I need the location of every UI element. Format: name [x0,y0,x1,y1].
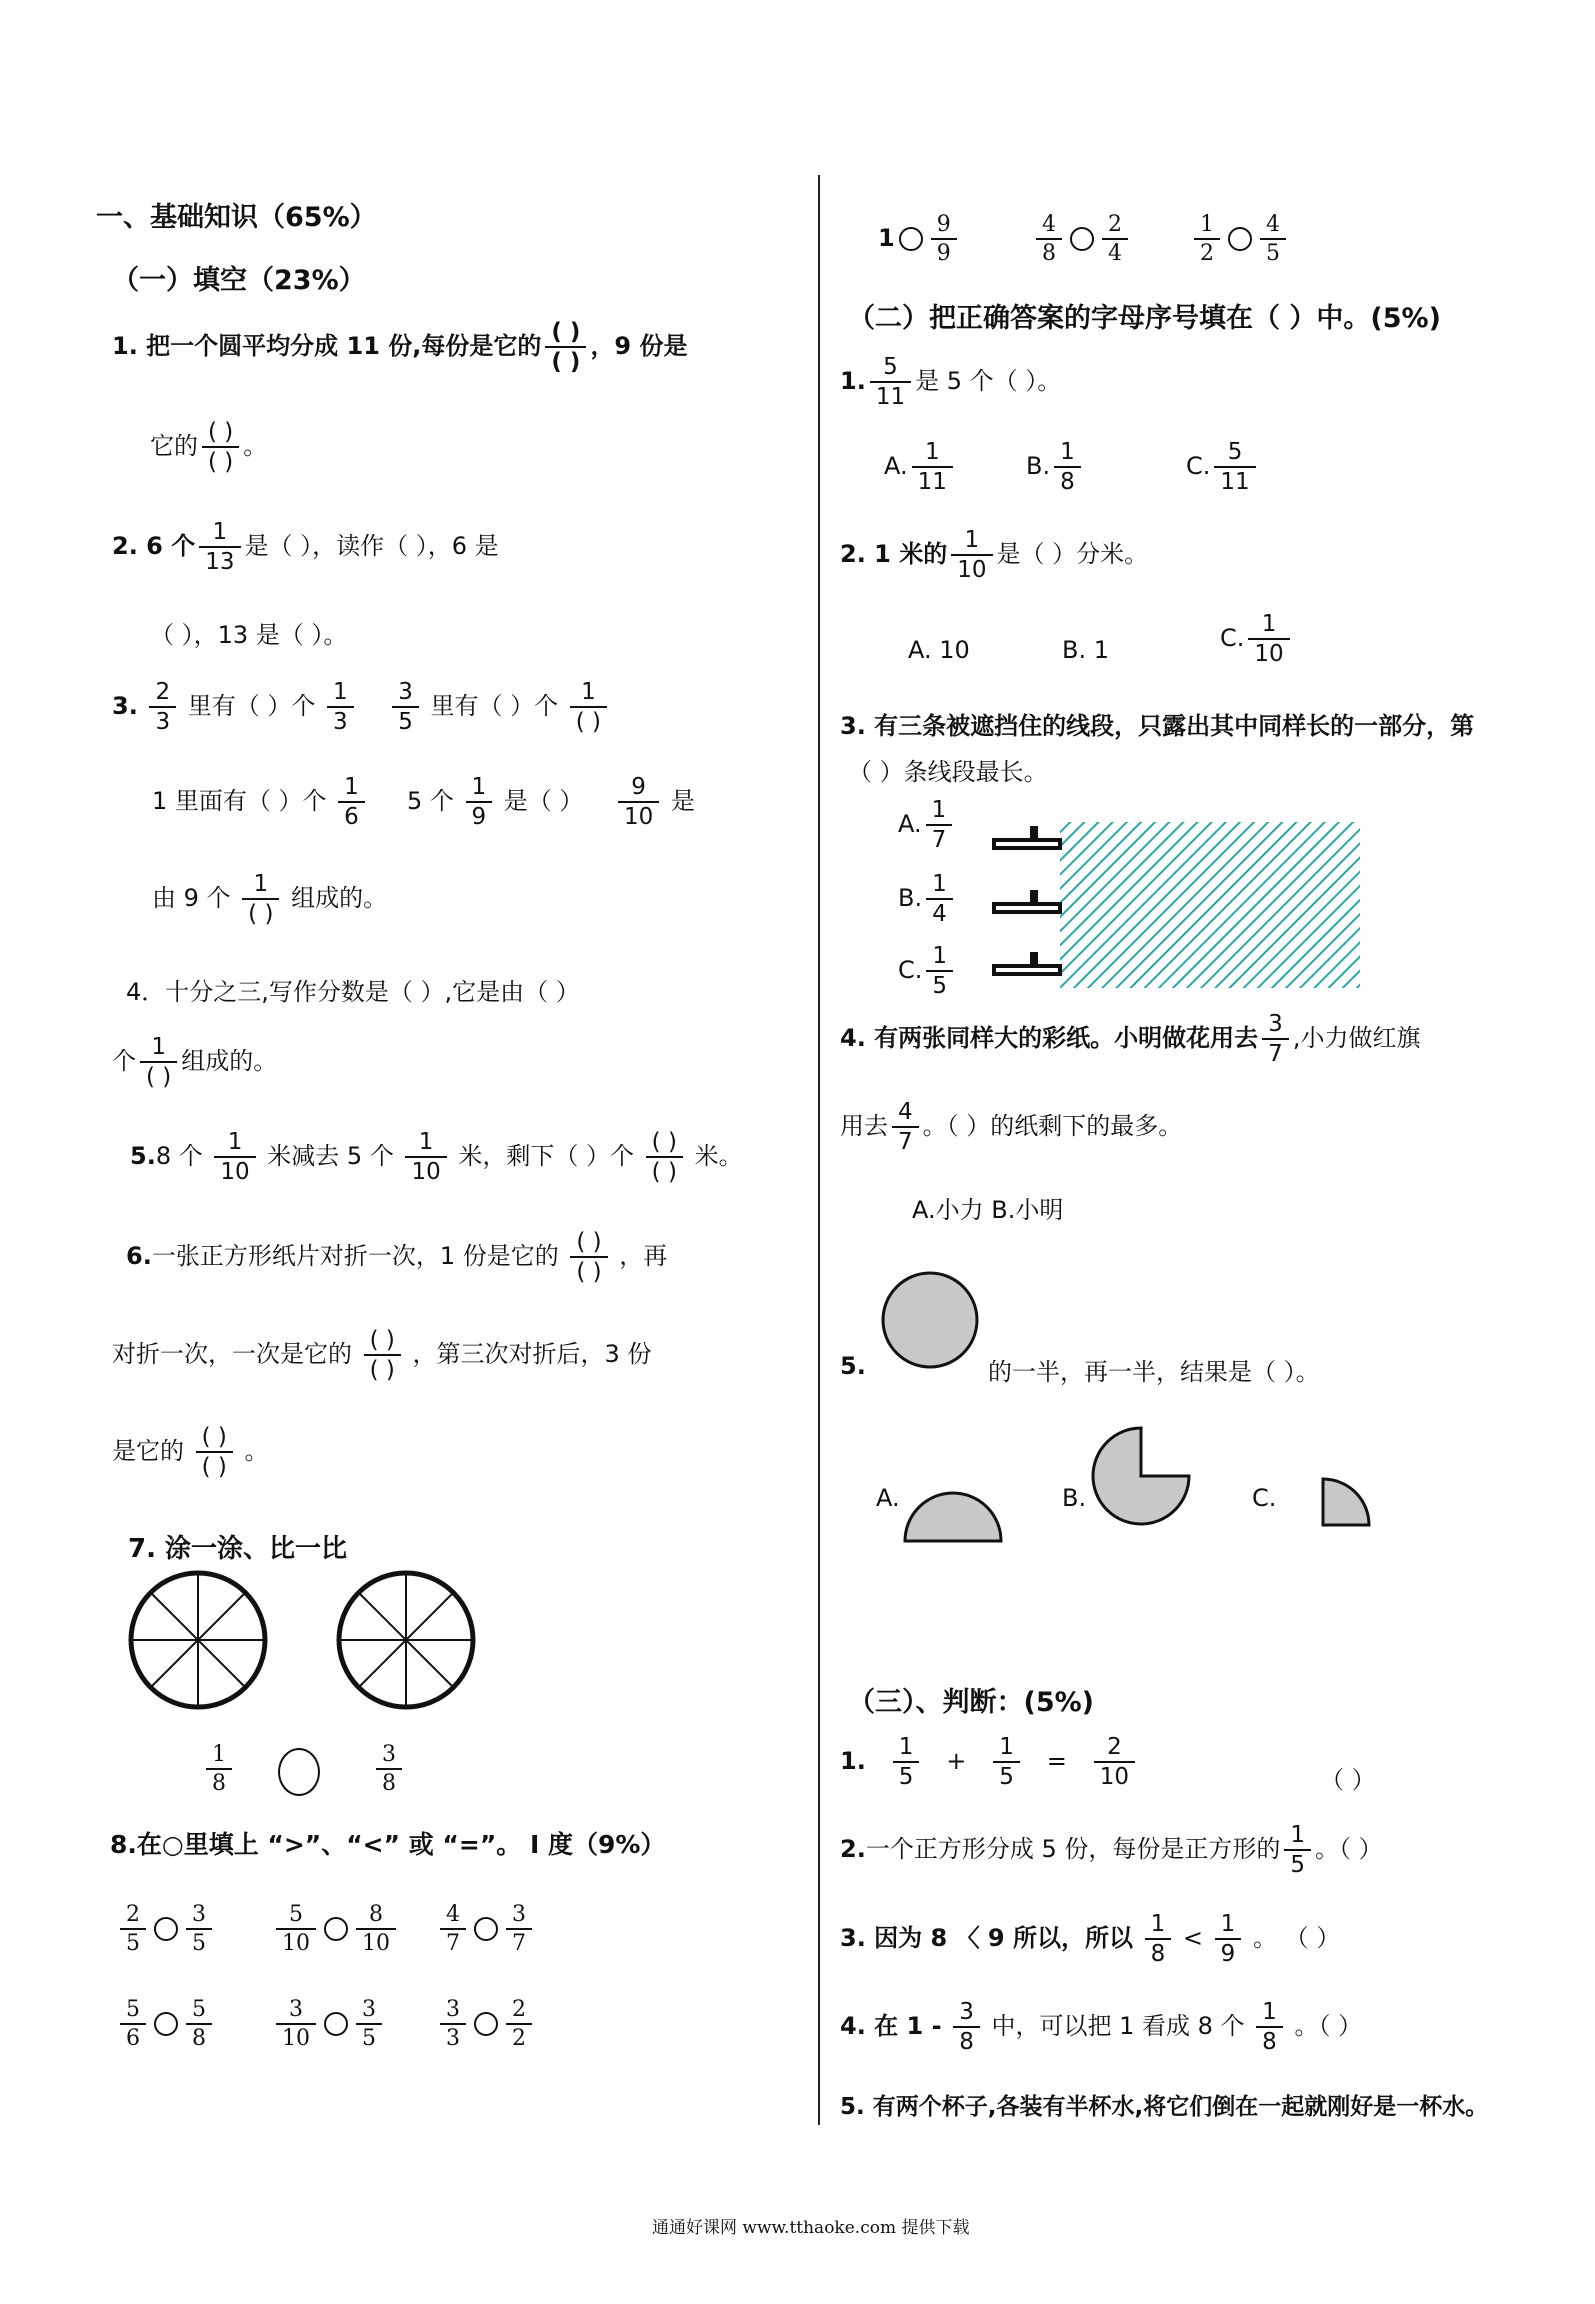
quarter-circle-icon [1320,1476,1372,1528]
q8-row2-item3: $\frac{3}{3}$ $\frac{2}{2}$ [436,1998,536,2050]
c3-question-line2: （ ）条线段最长。 [848,758,1048,786]
c2-option-c[interactable]: C. $\frac{1}{10}$ [1220,612,1294,666]
compare-circle[interactable] [154,2012,178,2036]
c5-question: 的一半，再一半，结果是（ ）。 [988,1358,1320,1386]
q8-row1-item1: $\frac{2}{5}$ $\frac{3}{5}$ [116,1903,216,1955]
compare-circle[interactable] [154,1917,178,1941]
c5-option-c[interactable]: C. [1252,1484,1277,1512]
c5-option-b[interactable]: B. [1062,1484,1087,1512]
compare-circle[interactable] [1228,227,1252,251]
q2-line2: （ ），13 是（ ）。 [150,621,348,649]
j3-line: 3. 因为 8 〈 9 所以，所以 $\frac{1}{8}$ < $\frac{1}{9}$ 。 （ ） [840,1911,1341,1968]
j1-line: 1. $\frac{1}{5}$ + $\frac{1}{5}$ = $\frac{2}{10}$ [840,1735,1139,1789]
c2-option-a[interactable]: A. 10 [908,636,970,664]
c1-question: 1. $\frac{5}{11}$ 是 5 个（ ）。 [840,354,1062,411]
full-circle-figure [880,1270,980,1370]
c3-question-line1: 3. 有三条被遮挡住的线段，只露出其中同样长的一部分，第 [840,712,1475,740]
q8-row1-item2: $\frac{5}{10}$ $\frac{8}{10}$ [272,1903,400,1955]
c3-option-b[interactable]: B. $\frac{1}{4}$ [898,872,957,926]
top-compare-2: $\frac{4}{8}$ $\frac{2}{4}$ [1032,213,1132,265]
q7-title: 7. 涂一涂、比一比 [128,1534,348,1564]
subsection-judge: （三）、判断：(5%) [848,1687,1095,1718]
three-quarter-circle-icon [1090,1425,1192,1527]
c4-question-line1: 4. 有两张同样大的彩纸。小明做花用去 $\frac{3}{7}$ ,小力做红旗 [840,1011,1421,1068]
compare-circle[interactable] [324,1917,348,1941]
c4-options[interactable]: A.小力 B.小明 [912,1196,1064,1224]
hidden-segments-figure [988,818,1368,990]
q4-line2: 个 $\frac{1}{( )}$ 组成的。 [112,1034,278,1091]
q2-line1: 2. 6 个 $\frac{1}{13}$ 是（ ），读作（ ），6 是 [112,519,499,576]
compare-circle[interactable] [474,2012,498,2036]
q6-line1: 6.一张正方形纸片对折一次，1 份是它的 $\frac{( )}{( )}$ ，再 [126,1229,668,1286]
compare-circle[interactable] [1070,227,1094,251]
column-divider [818,175,820,2125]
q8-row2-item1: $\frac{5}{6}$ $\frac{5}{8}$ [116,1998,216,2050]
footer-source: 通通好课网 www.tthaoke.com 提供下载 [652,2218,970,2238]
c3-option-a[interactable]: A. $\frac{1}{7}$ [898,798,956,852]
subsection-choice: （二）把正确答案的字母序号填在（ ）中。(5%) [848,303,1441,334]
q1-line2: 它的 $\frac{( )}{( )}$ 。 [150,419,268,476]
subsection-fill-blank: （一）填空（23%） [112,265,366,296]
c1-option-b[interactable]: B. $\frac{1}{8}$ [1026,440,1085,494]
q1-line1: 1. 把一个圆平均分成 11 份,每份是它的 $\frac{( )}{( )}$ ，9 份是 [112,319,688,376]
c5-option-a[interactable]: A. [876,1484,900,1512]
q3-line2: 1 里面有（ ）个 $\frac{1}{6}$ 5 个 $\frac{1}{9}$ 是（ ） $\frac{9}{10}$ 是 [152,774,695,831]
c2-option-b[interactable]: B. 1 [1062,636,1109,664]
c1-option-a[interactable]: A. $\frac{1}{11}$ [884,440,957,494]
q8-row1-item3: $\frac{4}{7}$ $\frac{3}{7}$ [436,1903,536,1955]
c4-question-line2: 用去 $\frac{4}{7}$ 。（ ）的纸剩下的最多。 [840,1099,1183,1156]
q8-title: 8.在○里填上 “>”、“<” 或 “=”。 I 度（9%） [110,1830,666,1859]
q7-fraction-right: $\frac{3}{8}$ [372,1743,406,1795]
c5-number: 5. [840,1352,866,1380]
q5-line: 5.8 个 $\frac{1}{10}$ 米减去 5 个 $\frac{1}{10}$ 米，剩下（ ）个 $\frac{( )}{( )}$ 米。 [130,1129,743,1186]
circle-8-parts-1 [128,1570,278,1720]
c1-option-c[interactable]: C. $\frac{5}{11}$ [1186,440,1260,494]
j4-line: 4. 在 1 - $\frac{3}{8}$ 中，可以把 1 看成 8 个 $\frac{1}{8}$ 。（ ） [840,1999,1363,2056]
half-circle-icon [902,1490,1004,1544]
q6-line2: 对折一次，一次是它的 $\frac{( )}{( )}$ ，第三次对折后，3 份 [112,1327,652,1384]
compare-circle[interactable] [324,2012,348,2036]
j2-line: 2.一个正方形分成 5 份，每份是正方形的 $\frac{1}{5}$ 。（ ） [840,1822,1383,1879]
q8-row2-item2: $\frac{3}{10}$ $\frac{3}{5}$ [272,1998,386,2050]
q3-line1: 3. $\frac{2}{3}$ 里有（ ）个 $\frac{1}{3}$ $\frac{3}{5}$ 里有（ ）个 $\frac{1}{( )}$ [112,680,611,734]
top-compare-3: $\frac{1}{2}$ $\frac{4}{5}$ [1190,213,1290,265]
j5-line: 5. 有两个杯子,各装有半杯水,将它们倒在一起就刚好是一杯水。 [840,2094,1489,2120]
top-compare-1: 1 $\frac{9}{9}$ [878,213,961,265]
section-title-basics: 一、基础知识（65%） [96,202,377,233]
circle-8-parts-2 [336,1570,486,1720]
compare-circle[interactable] [899,227,923,251]
q4-line1: 4．十分之三,写作分数是（ ）,它是由（ ） [126,978,580,1006]
c3-option-c[interactable]: C. $\frac{1}{5}$ [898,944,957,998]
j1-answer-blank[interactable]: （ ） [1320,1766,1376,1794]
q6-line3: 是它的 $\frac{( )}{( )}$ 。 [112,1424,269,1481]
c2-question: 2. 1 米的 $\frac{1}{10}$ 是（ ）分米。 [840,527,1149,584]
q7-compare-oval[interactable] [278,1748,320,1796]
q3-line3: 由 9 个 $\frac{1}{( )}$ 组成的。 [152,871,388,928]
compare-circle[interactable] [474,1917,498,1941]
q7-fraction-left: $\frac{1}{8}$ [202,1743,236,1795]
